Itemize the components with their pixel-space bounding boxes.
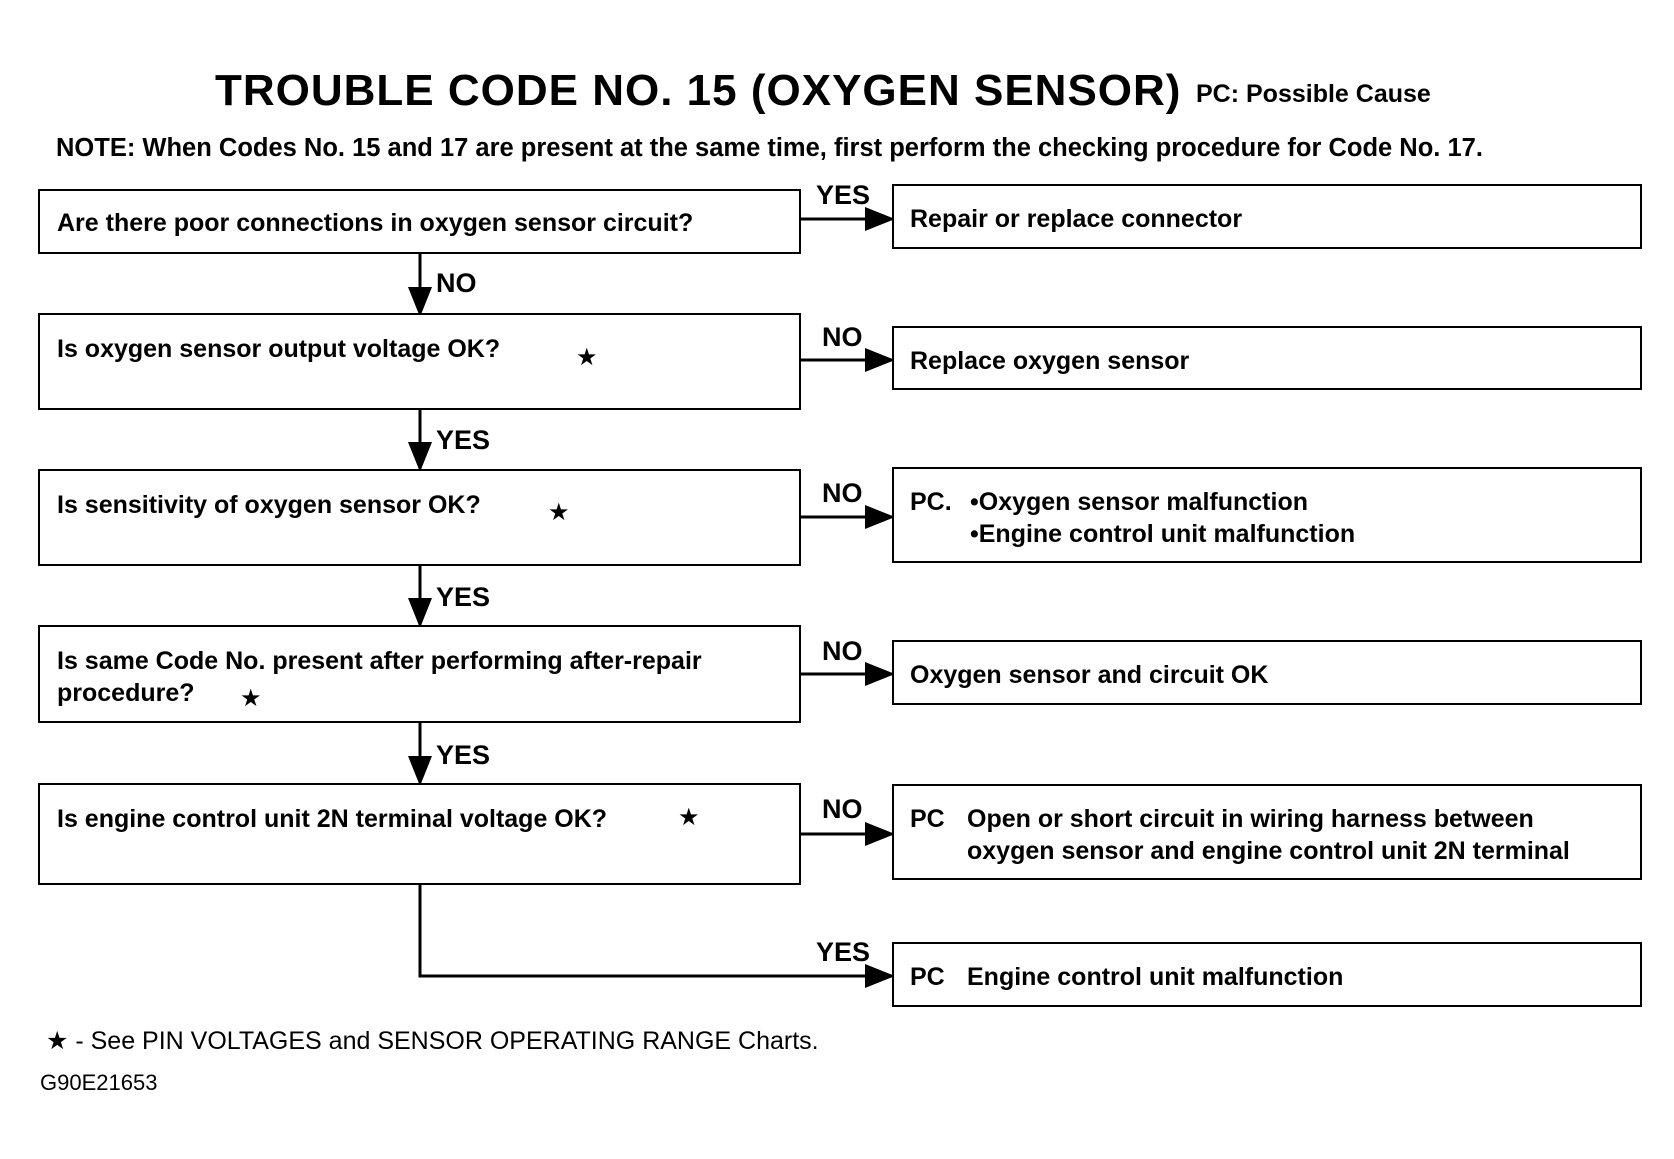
result-1-text: Repair or replace connector xyxy=(910,205,1243,233)
result-3-prefix: PC. xyxy=(910,488,952,516)
branch-label-q1-no: NO xyxy=(436,268,477,298)
branch-label-q5-yes: YES xyxy=(816,937,871,967)
question-2-text: Is oxygen sensor output voltage OK? xyxy=(57,335,501,363)
result-4-text: Oxygen sensor and circuit OK xyxy=(910,661,1269,689)
pc-legend: PC: Possible Cause xyxy=(1196,80,1431,108)
result-6-line1: Engine control unit malfunction xyxy=(967,963,1344,991)
question-5-text: Is engine control unit 2N terminal voltage OK? xyxy=(57,805,608,833)
question-3-text: Is sensitivity of oxygen sensor OK? xyxy=(57,491,481,519)
result-5-prefix: PC xyxy=(910,805,945,833)
branch-label-q2-yes: YES xyxy=(436,425,491,455)
branch-label-q2-no: NO xyxy=(822,322,863,352)
result-3-item-1: •Oxygen sensor malfunction xyxy=(970,488,1308,516)
footnote: ★ - See PIN VOLTAGES and SENSOR OPERATING RANGE Charts. xyxy=(46,1027,819,1055)
result-2-text: Replace oxygen sensor xyxy=(910,347,1190,375)
star-marker: ★ xyxy=(548,499,570,526)
branch-label-q1-yes: YES xyxy=(816,180,871,210)
result-5-line1: Open or short circuit in wiring harness between xyxy=(967,805,1534,833)
star-marker: ★ xyxy=(678,804,700,831)
question-4-text-line1: Is same Code No. present after performing after-repair xyxy=(57,647,702,675)
note-text: NOTE: When Codes No. 15 and 17 are present at the same time, first perform the checking procedure for Code No. 17. xyxy=(56,134,1483,162)
question-4-text-line2: procedure? xyxy=(57,679,195,707)
star-marker: ★ xyxy=(240,685,262,712)
page-title: TROUBLE CODE NO. 15 (OXYGEN SENSOR) xyxy=(215,66,1182,115)
result-5-line2: oxygen sensor and engine control unit 2N terminal xyxy=(967,837,1570,865)
result-6-prefix: PC xyxy=(910,963,945,991)
branch-label-q4-yes: YES xyxy=(436,740,491,770)
figure-id: G90E21653 xyxy=(40,1070,158,1095)
branch-label-q3-no: NO xyxy=(822,478,863,508)
question-1-text: Are there poor connections in oxygen sensor circuit? xyxy=(57,209,694,237)
star-marker: ★ xyxy=(576,344,598,371)
branch-label-q4-no: NO xyxy=(822,636,863,666)
result-3-item-2: •Engine control unit malfunction xyxy=(970,520,1356,548)
branch-label-q3-yes: YES xyxy=(436,582,491,612)
branch-label-q5-no: NO xyxy=(822,794,863,824)
